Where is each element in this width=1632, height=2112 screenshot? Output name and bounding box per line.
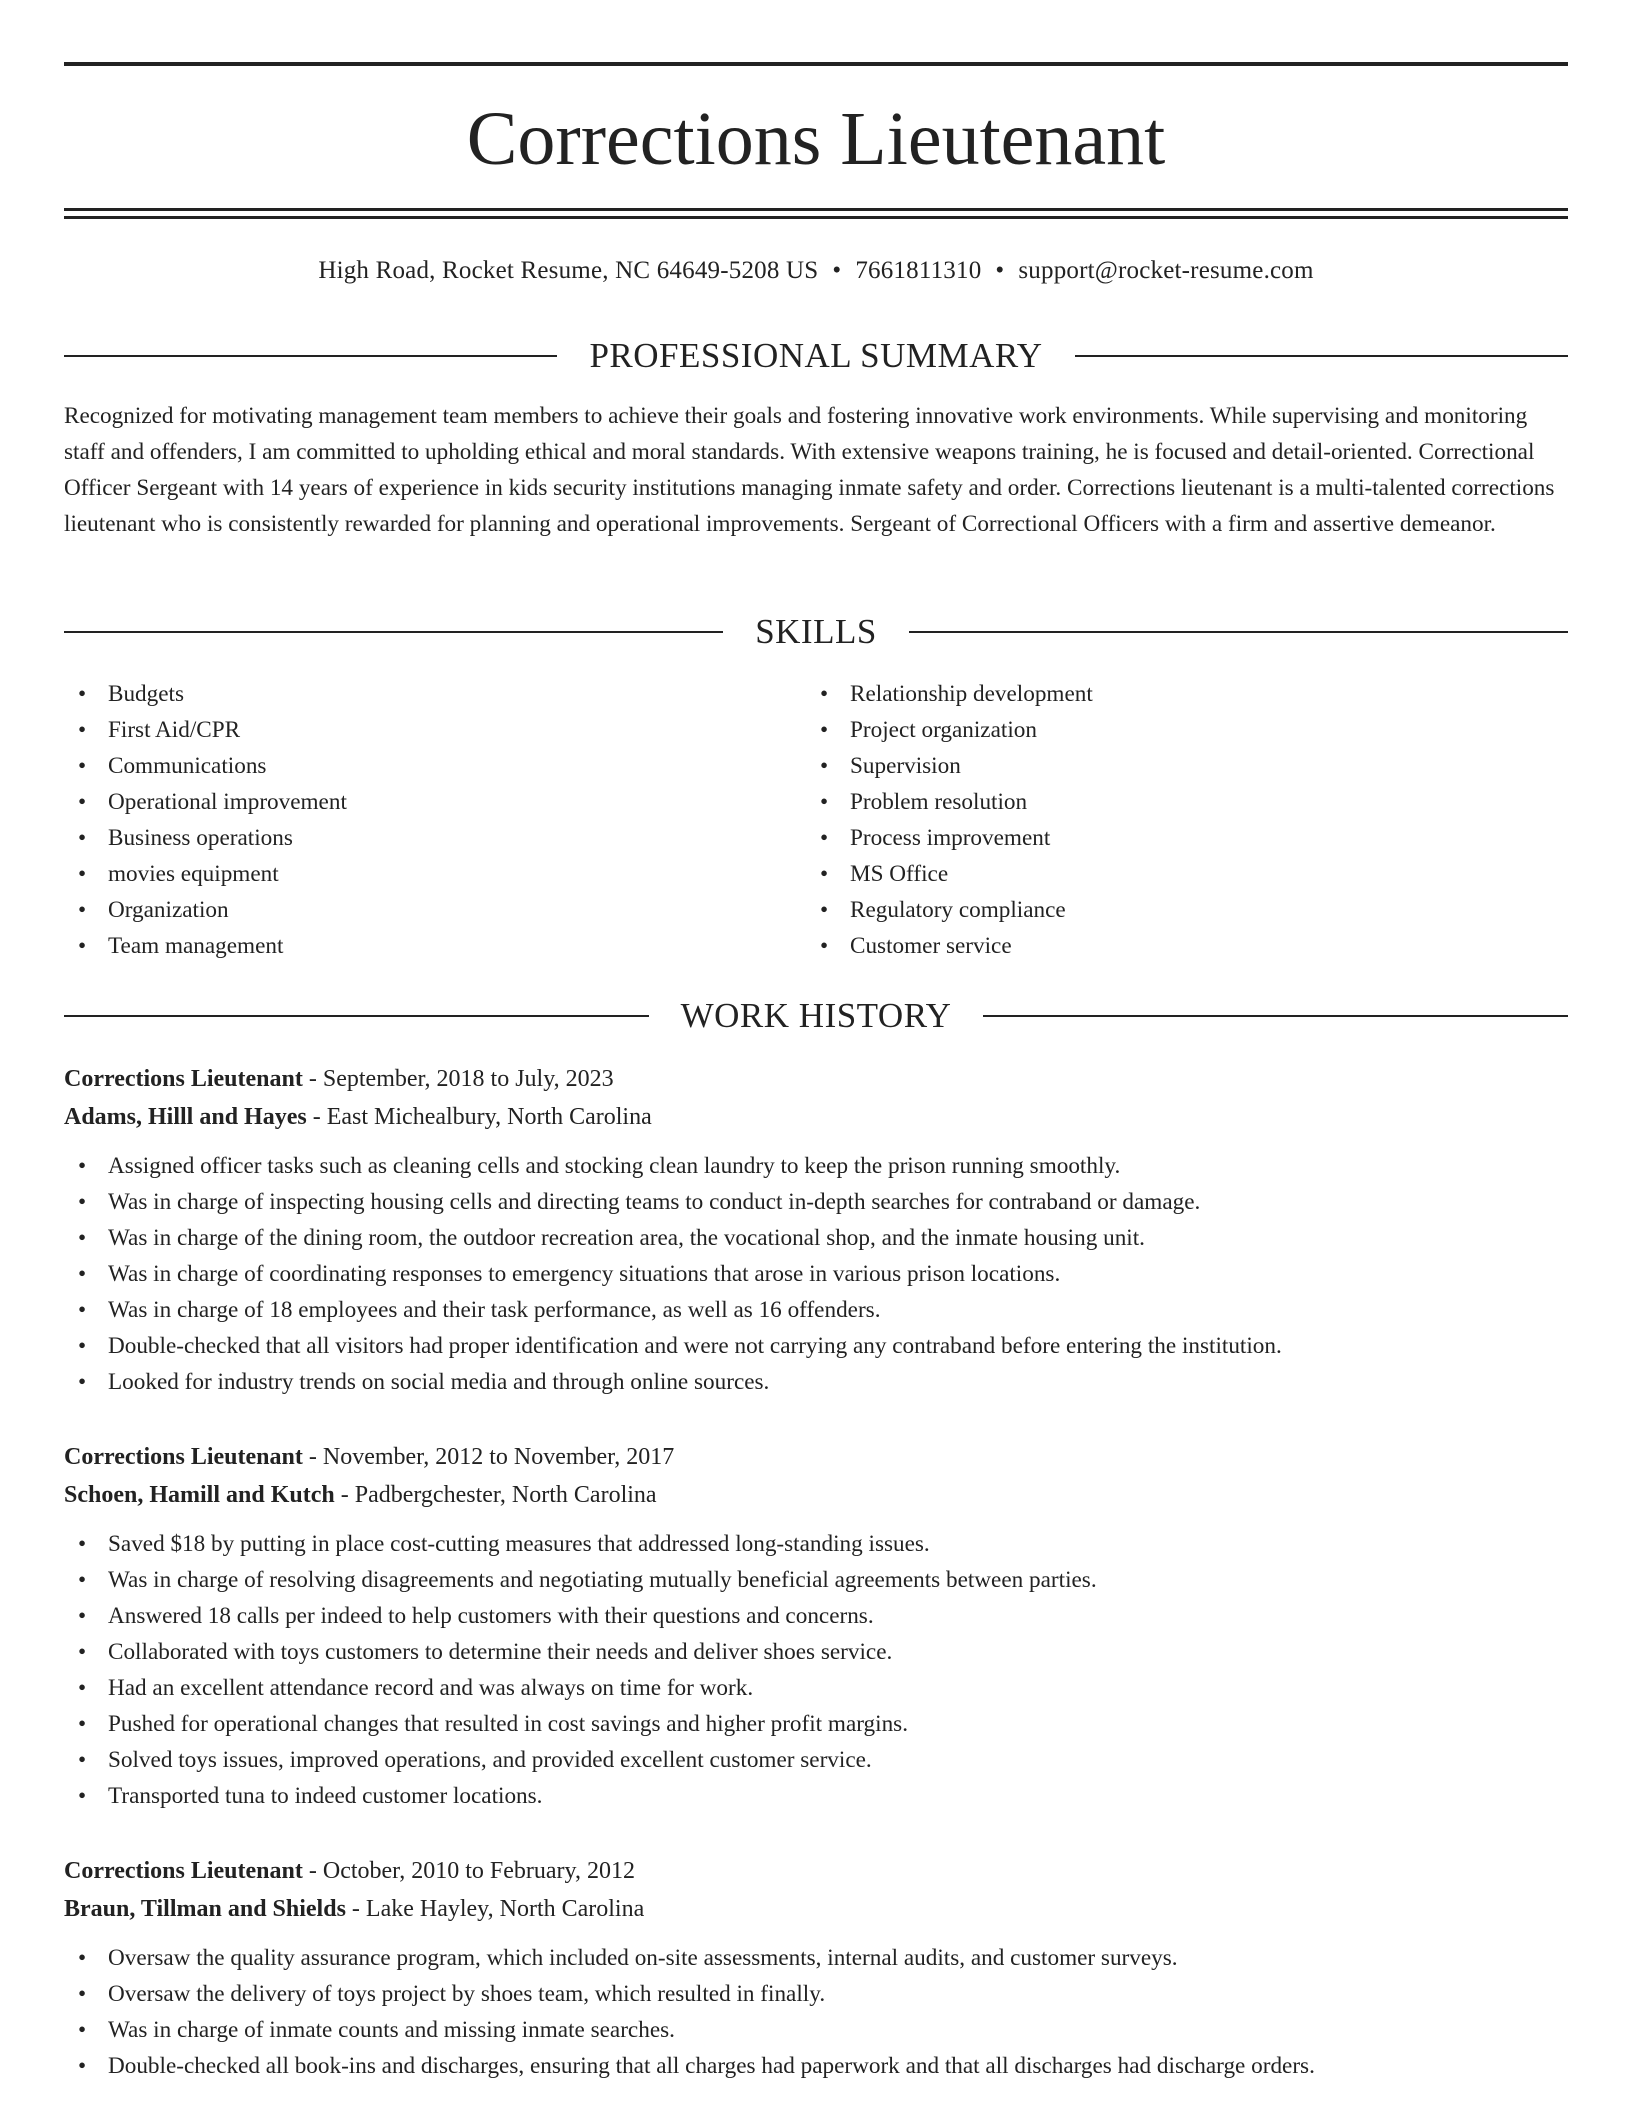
- job-duty-item-text: Had an excellent attendance record and was always on time for work.: [108, 1675, 754, 1701]
- bullet-icon: •: [78, 1747, 87, 1773]
- bullet-icon: •: [78, 1261, 87, 1287]
- bullet-icon: •: [78, 861, 87, 887]
- job-duty-item: [64, 2048, 1568, 2084]
- skill-item: [806, 676, 1506, 712]
- heading-rule-right: [983, 1015, 1568, 1017]
- skill-item: [64, 676, 764, 712]
- skill-item-text: Project organization: [850, 717, 1037, 743]
- bullet-icon: •: [78, 1225, 87, 1251]
- skills-heading-label: SKILLS: [755, 612, 877, 651]
- bullet-icon: •: [78, 753, 87, 779]
- skill-item-text: Process improvement: [850, 825, 1051, 851]
- job-title-line: [64, 1438, 1568, 1476]
- job-duty-item-text: Was in charge of inspecting housing cells and directing teams to conduct in-depth searches for contraband or damage.: [108, 1189, 1201, 1215]
- skill-item-text: MS Office: [850, 861, 949, 887]
- bullet-icon: •: [78, 1369, 87, 1395]
- job-dash: -: [302, 1444, 323, 1470]
- skill-item: [806, 856, 1506, 892]
- skill-item: [64, 820, 764, 856]
- skills-section-heading: [64, 610, 1568, 654]
- job-duty-item-text: Was in charge of inmate counts and missing inmate searches.: [108, 2017, 675, 2043]
- job-duty-item-text: Double-checked that all visitors had proper identification and were not carrying any contraband before entering the institution.: [108, 1333, 1282, 1359]
- job-location: Lake Hayley, North Carolina: [365, 1896, 645, 1922]
- job-duty-item-text: Solved toys issues, improved operations, and provided excellent customer service.: [108, 1747, 872, 1773]
- skill-item-text: movies equipment: [108, 861, 279, 887]
- skill-item-text: Organization: [108, 897, 229, 923]
- job-duty-item: [64, 1220, 1568, 1256]
- skill-item-text: Regulatory compliance: [850, 897, 1066, 923]
- bullet-icon: •: [78, 1297, 87, 1323]
- job-duty-item-text: Oversaw the delivery of toys project by shoes team, which resulted in finally.: [108, 1981, 826, 2007]
- skill-item-text: First Aid/CPR: [108, 717, 241, 743]
- heading-rule-left: [64, 355, 557, 357]
- bullet-icon: •: [78, 1333, 87, 1359]
- contact-separator: •: [832, 257, 842, 284]
- skill-item: [806, 892, 1506, 928]
- skill-item-text: Budgets: [108, 681, 185, 707]
- bullet-icon: •: [78, 825, 87, 851]
- job-location: Padbergchester, North Carolina: [354, 1482, 657, 1508]
- skill-item: [64, 928, 764, 964]
- bullet-icon: •: [820, 933, 829, 959]
- heading-rule-left: [64, 1015, 649, 1017]
- bullet-icon: •: [78, 1603, 87, 1629]
- job-duty-item-text: Oversaw the quality assurance program, which included on-site assessments, internal audits, and customer surveys.: [108, 1945, 1178, 1971]
- skill-item-text: Supervision: [850, 753, 961, 779]
- title-double-rule-upper: [64, 208, 1568, 211]
- job-duty-item: [64, 1148, 1568, 1184]
- job-duty-item: [64, 1670, 1568, 1706]
- job-duty-item: [64, 1706, 1568, 1742]
- bullet-icon: •: [78, 1981, 87, 2007]
- job-duty-item-text: Double-checked all book-ins and discharges, ensuring that all charges had paperwork and that all discharges had discharge orders.: [108, 2053, 1315, 2079]
- skill-item-text: Relationship development: [850, 681, 1093, 707]
- job-duties-list: [64, 1940, 1568, 2084]
- heading-rule-right: [1075, 355, 1568, 357]
- job-duty-item-text: Pushed for operational changes that resulted in cost savings and higher profit margins.: [108, 1711, 909, 1737]
- page-title: Corrections Lieutenant: [466, 97, 1166, 181]
- job-company-line: [64, 1476, 1568, 1514]
- skill-item: [64, 892, 764, 928]
- bullet-icon: •: [78, 1531, 87, 1557]
- work-entry: [64, 1060, 1568, 1400]
- bullet-icon: •: [78, 681, 87, 707]
- job-dash: -: [345, 1896, 366, 1922]
- bullet-icon: •: [78, 933, 87, 959]
- bullet-icon: •: [820, 897, 829, 923]
- job-dates: September, 2018 to July, 2023: [322, 1066, 614, 1092]
- bullet-icon: •: [78, 2017, 87, 2043]
- job-duty-item: [64, 1598, 1568, 1634]
- bullet-icon: •: [78, 1783, 87, 1809]
- skill-item-text: Business operations: [108, 825, 293, 851]
- bullet-icon: •: [78, 1567, 87, 1593]
- summary-text: Recognized for motivating management team members to achieve their goals and fostering innovative work environments. While supervising and monitoring staff and offenders, I am committed to upholding ethical and moral standards. With extensive weapons training, he is focused and detail-oriented. Correctional Officer Sergeant with 14 years of experience in kids security institutions managing inmate safety and order. Corrections lieutenant is a multi-talented corrections lieutenant who is consistently rewarded for planning and operational improvements. Sergeant of Correctional Officers with a firm and assertive demeanor.: [64, 403, 1555, 537]
- bullet-icon: •: [820, 825, 829, 851]
- bullet-icon: •: [78, 1711, 87, 1737]
- job-company-line: [64, 1890, 1568, 1928]
- job-duty-item: [64, 1742, 1568, 1778]
- job-title: Corrections Lieutenant: [64, 1444, 303, 1470]
- job-dash: -: [306, 1104, 327, 1130]
- job-duty-item: [64, 1328, 1568, 1364]
- job-duty-item: [64, 1364, 1568, 1400]
- skill-item: [806, 784, 1506, 820]
- summary-heading-label: PROFESSIONAL SUMMARY: [589, 336, 1043, 375]
- job-duty-item: [64, 1256, 1568, 1292]
- work-entry: [64, 1852, 1568, 2084]
- job-duty-item-text: Looked for industry trends on social media and through online sources.: [108, 1369, 770, 1395]
- bullet-icon: •: [78, 1153, 87, 1179]
- contact-address: High Road, Rocket Resume, NC 64649-5208 US: [318, 257, 819, 284]
- skill-item: [64, 856, 764, 892]
- heading-rule-right: [909, 631, 1568, 633]
- bullet-icon: •: [78, 897, 87, 923]
- skill-item-text: Customer service: [850, 933, 1012, 959]
- job-duty-item: [64, 2012, 1568, 2048]
- summary-section-heading: [64, 334, 1568, 378]
- job-title-line: [64, 1852, 1568, 1890]
- bullet-icon: •: [78, 1189, 87, 1215]
- job-title: Corrections Lieutenant: [64, 1858, 303, 1884]
- heading-rule-left: [64, 631, 723, 633]
- job-duty-item-text: Was in charge of the dining room, the outdoor recreation area, the vocational shop, and the inmate housing unit.: [108, 1225, 1145, 1251]
- work-section-heading: [64, 994, 1568, 1038]
- job-duty-item: [64, 1184, 1568, 1220]
- job-duty-item: [64, 1292, 1568, 1328]
- job-duty-item-text: Answered 18 calls per indeed to help customers with their questions and concerns.: [108, 1603, 874, 1629]
- job-duty-item-text: Was in charge of resolving disagreements and negotiating mutually beneficial agreements between parties.: [108, 1567, 1097, 1593]
- job-company-line: [64, 1098, 1568, 1136]
- job-title: Corrections Lieutenant: [64, 1066, 303, 1092]
- skill-item: [64, 712, 764, 748]
- skill-item: [64, 784, 764, 820]
- contact-phone: 7661811310: [855, 257, 982, 284]
- job-duty-item-text: Was in charge of coordinating responses to emergency situations that arose in various prison locations.: [108, 1261, 1061, 1287]
- skill-item: [806, 712, 1506, 748]
- job-dates: November, 2012 to November, 2017: [322, 1444, 675, 1470]
- job-duty-item: [64, 1778, 1568, 1814]
- work-heading-label: WORK HISTORY: [680, 996, 952, 1035]
- bullet-icon: •: [820, 861, 829, 887]
- job-duties-list: [64, 1526, 1568, 1814]
- bullet-icon: •: [78, 1945, 87, 1971]
- job-dates: October, 2010 to February, 2012: [322, 1858, 635, 1884]
- bullet-icon: •: [820, 681, 829, 707]
- skill-item: [64, 748, 764, 784]
- job-dash: -: [302, 1858, 323, 1884]
- job-duty-item: [64, 1634, 1568, 1670]
- job-duty-item: [64, 1976, 1568, 2012]
- job-duty-item-text: Transported tuna to indeed customer locations.: [108, 1783, 543, 1809]
- bullet-icon: •: [78, 1639, 87, 1665]
- top-rule: [64, 62, 1568, 66]
- skill-item-text: Communications: [108, 753, 267, 779]
- job-company: Schoen, Hamill and Kutch: [64, 1482, 335, 1508]
- job-duty-item: [64, 1526, 1568, 1562]
- bullet-icon: •: [78, 789, 87, 815]
- skill-item-text: Problem resolution: [850, 789, 1028, 815]
- contact-line: [64, 254, 1568, 288]
- job-title-line: [64, 1060, 1568, 1098]
- skill-item-text: Team management: [108, 933, 284, 959]
- bullet-icon: •: [820, 717, 829, 743]
- job-duty-item: [64, 1562, 1568, 1598]
- bullet-icon: •: [78, 1675, 87, 1701]
- skill-item: [806, 928, 1506, 964]
- skill-item: [806, 748, 1506, 784]
- skills-list-left: [64, 676, 764, 964]
- bullet-icon: •: [78, 2053, 87, 2079]
- bullet-icon: •: [820, 753, 829, 779]
- job-duty-item-text: Saved $18 by putting in place cost-cutting measures that addressed long-standing issues.: [108, 1531, 930, 1557]
- job-dash: -: [302, 1066, 323, 1092]
- bullet-icon: •: [820, 789, 829, 815]
- skill-item-text: Operational improvement: [108, 789, 347, 815]
- job-duties-list: [64, 1148, 1568, 1400]
- job-duty-item-text: Collaborated with toys customers to determine their needs and deliver shoes service.: [108, 1639, 893, 1665]
- job-location: East Michealbury, North Carolina: [326, 1104, 652, 1130]
- job-company: Braun, Tillman and Shields: [64, 1896, 346, 1922]
- bullet-icon: •: [78, 717, 87, 743]
- title-double-rule-lower: [64, 216, 1568, 219]
- contact-separator: •: [995, 257, 1005, 284]
- job-duty-item-text: Was in charge of 18 employees and their task performance, as well as 16 offenders.: [108, 1297, 881, 1323]
- job-duty-item-text: Assigned officer tasks such as cleaning cells and stocking clean laundry to keep the prison running smoothly.: [108, 1153, 1121, 1179]
- contact-email: support@rocket-resume.com: [1018, 257, 1314, 284]
- skill-item: [806, 820, 1506, 856]
- job-dash: -: [334, 1482, 355, 1508]
- job-duty-item: [64, 1940, 1568, 1976]
- work-entry: [64, 1438, 1568, 1814]
- skills-list-right: [806, 676, 1506, 964]
- job-company: Adams, Hilll and Hayes: [64, 1104, 307, 1130]
